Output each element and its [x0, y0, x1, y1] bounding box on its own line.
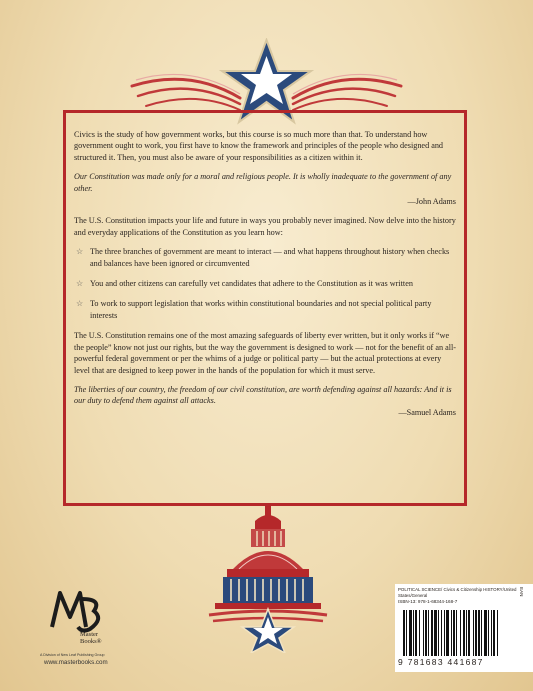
barcode-bar	[497, 610, 498, 656]
intro-paragraph: Civics is the study of how government works, but this course is so much more than that. To understand how government ought to work, you first have to know the framework and principles of the people who designed and structured it. Then, you must also be aware of your responsibilities as a citizen within it.	[74, 130, 444, 162]
barcode-bar	[460, 610, 461, 656]
barcode-bar	[431, 610, 433, 656]
barcode-bar	[478, 610, 480, 656]
mb-logo-icon	[48, 587, 104, 635]
barcode-bar	[409, 610, 412, 656]
barcode-bar	[451, 610, 452, 656]
barcode-bar	[488, 610, 489, 656]
barcode-bar	[423, 610, 424, 656]
list-item: ☆ To work to support legislation that works within constitutional boundaries and not special political party interests	[76, 299, 432, 320]
barcode-bar	[441, 610, 442, 656]
barcode-bar	[481, 610, 482, 656]
ean-label: EAN	[519, 587, 524, 597]
john-adams-quote: Our Constitution was made only for a moral and religious people. It is wholly inadequate to the government of any other.	[74, 172, 452, 193]
description-card	[63, 110, 467, 506]
constitution-paragraph: The U.S. Constitution impacts your life and future in ways you probably never imagined. Now delve into the history and everyday applications of the Constitution as you learn how:	[74, 216, 456, 237]
safeguards-paragraph: The U.S. Constitution remains one of the most amazing safeguards of liberty ever written, but it only works if “we the people” know not just our rights, but the way the government is designed to work — not for the benefit of an all-powerful federal government or per the whims of a judge or political party — but the actual protections at every level that are designed to keep power in the hands of the population for which it must serve.	[74, 331, 456, 375]
star-bullet-icon: ☆	[76, 247, 84, 257]
barcode-bar	[413, 610, 414, 656]
barcode-bar	[403, 610, 405, 656]
isbn-number: ISBN-13: 978-1-68344-168-7	[398, 599, 458, 604]
capitol-dome-icon	[205, 503, 331, 653]
barcode-panel	[395, 584, 533, 672]
barcode-digits: 9 781683 441687	[398, 657, 484, 667]
barcode-bar	[456, 610, 457, 656]
barcode-bar	[444, 610, 445, 656]
barcode-bar	[428, 610, 429, 656]
book-category: POLITICAL SCIENCE/ Civics & Citizenship HISTORY/United States/General	[398, 587, 517, 598]
barcode-bar	[491, 610, 492, 656]
barcode-bar	[434, 610, 437, 656]
barcode-bar	[438, 610, 439, 656]
star-bullet-icon: ☆	[76, 279, 84, 289]
barcode-bar	[446, 610, 449, 656]
barcode-bar	[419, 610, 420, 656]
barcode-bar	[473, 610, 474, 656]
barcode-bar	[463, 610, 465, 656]
barcode-bar	[415, 610, 417, 656]
publisher-division: A Division of New Leaf Publishing Group	[40, 653, 105, 657]
samuel-adams-quote: The liberties of our country, the freedom of our civil constitution, are worth defending against all hazards: And it is our duty to defend them against all attacks.	[74, 384, 452, 406]
barcode-bar	[406, 610, 407, 656]
john-adams-attribution: —John Adams	[407, 197, 456, 207]
list-item: ☆ You and other citizens can carefully vet candidates that adhere to the Constitution as it was written	[76, 279, 413, 289]
barcode-bars	[401, 610, 529, 656]
barcode-bar	[484, 610, 487, 656]
publisher-name: Master Books®	[80, 631, 102, 645]
list-item: ☆ The three branches of government are meant to interact — and what happens throughout history when checks and balances have been ignored or circumvented	[76, 247, 450, 268]
barcode-bar	[425, 610, 427, 656]
star-bullet-icon: ☆	[76, 299, 84, 309]
barcode-bar	[453, 610, 455, 656]
samuel-adams-attribution: —Samuel Adams	[398, 407, 456, 417]
master-books-logo	[34, 587, 154, 679]
publisher-url: www.masterbooks.com	[44, 659, 108, 666]
barcode-bar	[475, 610, 477, 656]
barcode-bar	[466, 610, 467, 656]
barcode-bar	[468, 610, 470, 656]
learning-bullets	[74, 246, 456, 321]
barcode-bar	[493, 610, 495, 656]
